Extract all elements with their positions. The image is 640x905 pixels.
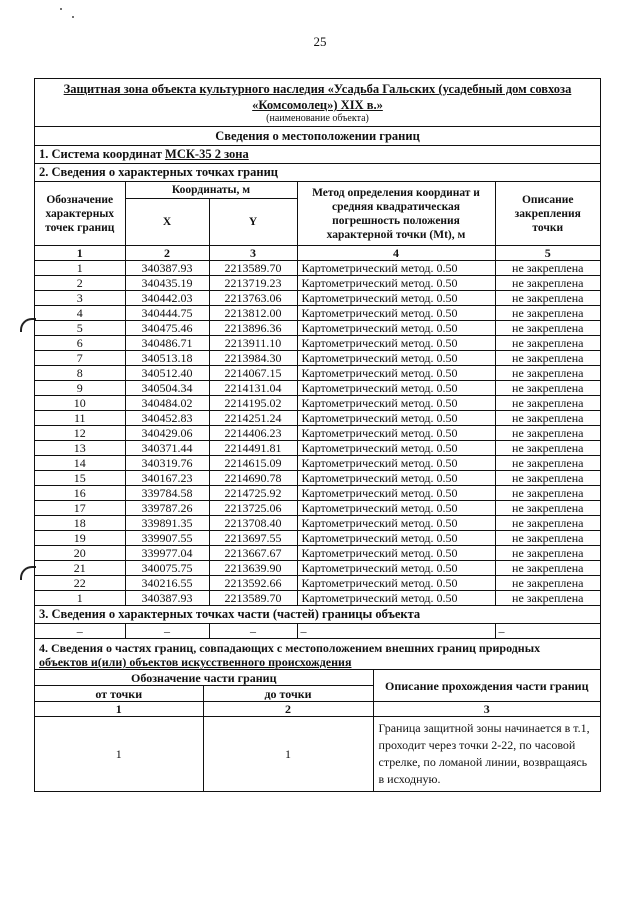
y-coordinate-cell: 2213896.36: [209, 321, 297, 336]
y-coordinate-cell: 2213589.70: [209, 261, 297, 276]
point-number-cell: 3: [35, 291, 125, 306]
point-row: [35, 576, 600, 591]
method-cell: Картометрический метод. 0.50: [297, 336, 495, 351]
section-3-row: [35, 624, 600, 638]
y-coordinate-cell: 2214067.15: [209, 366, 297, 381]
y-coordinate-cell: 2213708.40: [209, 516, 297, 531]
column-number: 3: [373, 702, 600, 717]
y-coordinate-cell: 2213911.10: [209, 336, 297, 351]
column-number: 2: [125, 246, 209, 261]
point-row: [35, 291, 600, 306]
method-cell: Картометрический метод. 0.50: [297, 426, 495, 441]
method-cell: Картометрический метод. 0.50: [297, 396, 495, 411]
point-number-cell: 1: [35, 591, 125, 606]
x-coordinate-cell: 340486.71: [125, 336, 209, 351]
method-cell: Картометрический метод. 0.50: [297, 411, 495, 426]
object-title-line-2: «Комсомолец») XIX в.»: [252, 98, 383, 112]
header-fixing: Описание закрепления точки: [495, 182, 600, 246]
section-3-table-block: [35, 624, 600, 639]
header-from-point: от точки: [35, 686, 203, 702]
coordinate-system-value: МСК-35 2 зона: [165, 147, 249, 161]
column-number: 3: [209, 246, 297, 261]
section-4-row: [35, 717, 600, 792]
section-4-title-line-2: объектов и(или) объектов искусственного происхождения: [39, 655, 352, 669]
point-number-cell: 15: [35, 471, 125, 486]
section-4-title: [35, 639, 600, 670]
method-cell: Картометрический метод. 0.50: [297, 516, 495, 531]
dash-cell: –: [35, 624, 125, 638]
point-row: [35, 546, 600, 561]
fixing-cell: не закреплена: [495, 471, 600, 486]
coordinate-system-label: 1. Система координат: [39, 147, 166, 161]
fixing-cell: не закреплена: [495, 516, 600, 531]
method-cell: Картометрический метод. 0.50: [297, 366, 495, 381]
method-cell: Картометрический метод. 0.50: [297, 351, 495, 366]
x-coordinate-cell: 340216.55: [125, 576, 209, 591]
y-coordinate-cell: 2214725.92: [209, 486, 297, 501]
fixing-cell: не закреплена: [495, 276, 600, 291]
x-coordinate-cell: 340075.75: [125, 561, 209, 576]
method-cell: Картометрический метод. 0.50: [297, 591, 495, 606]
y-coordinate-cell: 2214251.24: [209, 411, 297, 426]
fixing-cell: не закреплена: [495, 261, 600, 276]
point-number-cell: 9: [35, 381, 125, 396]
column-number: 4: [297, 246, 495, 261]
dash-cell: –: [125, 624, 209, 638]
fixing-cell: не закреплена: [495, 531, 600, 546]
method-cell: Картометрический метод. 0.50: [297, 471, 495, 486]
column-number: 1: [35, 702, 203, 717]
method-cell: Картометрический метод. 0.50: [297, 291, 495, 306]
point-row: [35, 471, 600, 486]
point-row: [35, 426, 600, 441]
point-row: [35, 561, 600, 576]
point-number-cell: 10: [35, 396, 125, 411]
x-coordinate-cell: 340484.02: [125, 396, 209, 411]
method-cell: Картометрический метод. 0.50: [297, 276, 495, 291]
fixing-cell: не закреплена: [495, 396, 600, 411]
x-coordinate-cell: 339784.58: [125, 486, 209, 501]
y-coordinate-cell: 2213697.55: [209, 531, 297, 546]
x-coordinate-cell: 340371.44: [125, 441, 209, 456]
point-row: [35, 411, 600, 426]
from-point-cell: 1: [35, 717, 203, 792]
x-coordinate-cell: 340387.93: [125, 591, 209, 606]
dash-cell: –: [209, 624, 297, 638]
fixing-cell: не закреплена: [495, 321, 600, 336]
method-cell: Картометрический метод. 0.50: [297, 441, 495, 456]
x-coordinate-cell: 339787.26: [125, 501, 209, 516]
point-number-cell: 5: [35, 321, 125, 336]
section-3-table: [35, 624, 600, 638]
point-number-cell: 12: [35, 426, 125, 441]
x-coordinate-cell: 340513.18: [125, 351, 209, 366]
method-cell: Картометрический метод. 0.50: [297, 531, 495, 546]
section-4-table-block: [35, 670, 600, 791]
header-point-designation: Обозначение характерных точек границ: [35, 182, 125, 246]
point-row: [35, 306, 600, 321]
header-to-point: до точки: [203, 686, 373, 702]
point-row: [35, 351, 600, 366]
point-number-cell: 11: [35, 411, 125, 426]
scan-speck: [72, 16, 74, 18]
y-coordinate-cell: 2213725.06: [209, 501, 297, 516]
fixing-cell: не закреплена: [495, 426, 600, 441]
object-name-caption: (наименование объекта): [266, 113, 369, 124]
x-coordinate-cell: 340442.03: [125, 291, 209, 306]
point-row: [35, 441, 600, 456]
point-row: [35, 516, 600, 531]
point-row: [35, 276, 600, 291]
fixing-cell: не закреплена: [495, 411, 600, 426]
header-method: Метод определения координат и средняя квадратическая погрешность положения характерной точки (Mt), м: [297, 182, 495, 246]
points-table-block: [35, 182, 600, 606]
fixing-cell: не закреплена: [495, 351, 600, 366]
point-number-cell: 6: [35, 336, 125, 351]
point-row: [35, 486, 600, 501]
object-title-line-1: Защитная зона объекта культурного наследия «Усадьба Гальских (усадебный дом совхоза: [63, 82, 572, 96]
object-title-block: [35, 79, 600, 127]
x-coordinate-cell: 340475.46: [125, 321, 209, 336]
y-coordinate-cell: 2214615.09: [209, 456, 297, 471]
column-number: 1: [35, 246, 125, 261]
point-number-cell: 19: [35, 531, 125, 546]
x-coordinate-cell: 340429.06: [125, 426, 209, 441]
column-number: 5: [495, 246, 600, 261]
point-number-cell: 7: [35, 351, 125, 366]
method-cell: Картометрический метод. 0.50: [297, 576, 495, 591]
x-coordinate-cell: 339891.35: [125, 516, 209, 531]
y-coordinate-cell: 2213763.06: [209, 291, 297, 306]
fixing-cell: не закреплена: [495, 291, 600, 306]
method-cell: Картометрический метод. 0.50: [297, 546, 495, 561]
point-number-cell: 8: [35, 366, 125, 381]
point-number-cell: 22: [35, 576, 125, 591]
column-number-row: [35, 246, 600, 261]
point-number-cell: 2: [35, 276, 125, 291]
fixing-cell: не закреплена: [495, 381, 600, 396]
y-coordinate-cell: 2214406.23: [209, 426, 297, 441]
fixing-cell: не закреплена: [495, 576, 600, 591]
method-cell: Картометрический метод. 0.50: [297, 321, 495, 336]
y-coordinate-cell: 2214690.78: [209, 471, 297, 486]
fixing-cell: не закреплена: [495, 456, 600, 471]
x-coordinate-cell: 339977.04: [125, 546, 209, 561]
x-coordinate-cell: 339907.55: [125, 531, 209, 546]
fixing-cell: не закреплена: [495, 501, 600, 516]
x-coordinate-cell: 340387.93: [125, 261, 209, 276]
header-part-designation: Обозначение части границ: [35, 670, 373, 686]
method-cell: Картометрический метод. 0.50: [297, 486, 495, 501]
section-4-table: [35, 670, 600, 791]
y-coordinate-cell: 2213592.66: [209, 576, 297, 591]
point-number-cell: 13: [35, 441, 125, 456]
point-row: [35, 501, 600, 516]
point-row: [35, 366, 600, 381]
fixing-cell: не закреплена: [495, 591, 600, 606]
x-coordinate-cell: 340435.19: [125, 276, 209, 291]
dash-cell: –: [297, 624, 495, 638]
fixing-cell: не закреплена: [495, 561, 600, 576]
header-y: Y: [209, 199, 297, 246]
point-number-cell: 21: [35, 561, 125, 576]
point-number-cell: 14: [35, 456, 125, 471]
x-coordinate-cell: 340167.23: [125, 471, 209, 486]
method-cell: Картометрический метод. 0.50: [297, 261, 495, 276]
header-part-description: Описание прохождения части границ: [373, 670, 600, 702]
y-coordinate-cell: 2214491.81: [209, 441, 297, 456]
y-coordinate-cell: 2213639.90: [209, 561, 297, 576]
point-row: [35, 321, 600, 336]
point-row: [35, 456, 600, 471]
x-coordinate-cell: 340504.34: [125, 381, 209, 396]
x-coordinate-cell: 340512.40: [125, 366, 209, 381]
y-coordinate-cell: 2213667.67: [209, 546, 297, 561]
dash-cell: –: [495, 624, 600, 638]
point-row: [35, 261, 600, 276]
fixing-cell: не закреплена: [495, 336, 600, 351]
part-description-cell: Граница защитной зоны начинается в т.1, проходит через точки 2-22, по часовой стрелке, по ломаной линии, возвращаясь в исходную.: [373, 717, 600, 792]
fixing-cell: не закреплена: [495, 486, 600, 501]
point-number-cell: 4: [35, 306, 125, 321]
point-number-cell: 16: [35, 486, 125, 501]
method-cell: Картометрический метод. 0.50: [297, 306, 495, 321]
y-coordinate-cell: 2213812.00: [209, 306, 297, 321]
x-coordinate-cell: 340452.83: [125, 411, 209, 426]
point-number-cell: 17: [35, 501, 125, 516]
coordinate-system-row: [35, 146, 600, 164]
point-row: [35, 531, 600, 546]
column-number: 2: [203, 702, 373, 717]
section-2-title: 2. Сведения о характерных точках границ: [35, 164, 600, 182]
point-row: [35, 336, 600, 351]
point-number-cell: 1: [35, 261, 125, 276]
method-cell: Картометрический метод. 0.50: [297, 381, 495, 396]
x-coordinate-cell: 340444.75: [125, 306, 209, 321]
x-coordinate-cell: 340319.76: [125, 456, 209, 471]
fixing-cell: не закреплена: [495, 441, 600, 456]
to-point-cell: 1: [203, 717, 373, 792]
point-number-cell: 20: [35, 546, 125, 561]
method-cell: Картометрический метод. 0.50: [297, 456, 495, 471]
section-title: Сведения о местоположении границ: [35, 127, 600, 146]
y-coordinate-cell: 2214195.02: [209, 396, 297, 411]
fixing-cell: не закреплена: [495, 546, 600, 561]
method-cell: Картометрический метод. 0.50: [297, 561, 495, 576]
section-4-title-line-1: 4. Сведения о частях границ, совпадающих с местоположением внешних границ природных: [39, 641, 541, 655]
header-coordinates: Координаты, м: [125, 182, 297, 199]
point-row: [35, 396, 600, 411]
scan-speck: [60, 8, 62, 10]
y-coordinate-cell: 2213719.23: [209, 276, 297, 291]
header-x: X: [125, 199, 209, 246]
section-4-column-number-row: [35, 702, 600, 717]
fixing-cell: не закреплена: [495, 366, 600, 381]
points-table: [35, 182, 600, 605]
document-frame: [34, 78, 601, 792]
y-coordinate-cell: 2213984.30: [209, 351, 297, 366]
point-number-cell: 18: [35, 516, 125, 531]
section-3-title: 3. Сведения о характерных точках части (частей) границы объекта: [35, 606, 600, 624]
point-row: [35, 591, 600, 606]
y-coordinate-cell: 2214131.04: [209, 381, 297, 396]
method-cell: Картометрический метод. 0.50: [297, 501, 495, 516]
point-row: [35, 381, 600, 396]
y-coordinate-cell: 2213589.70: [209, 591, 297, 606]
page-number: 25: [313, 34, 327, 49]
fixing-cell: не закреплена: [495, 306, 600, 321]
